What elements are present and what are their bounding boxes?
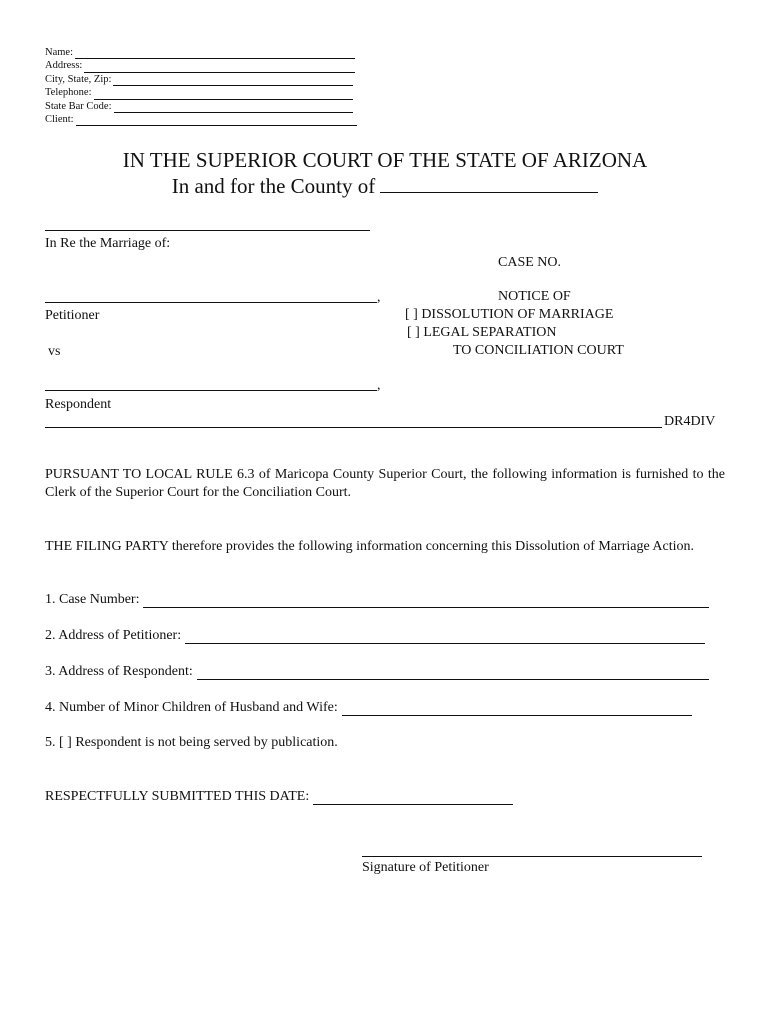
name-field[interactable] (75, 49, 355, 59)
caption-divider (45, 427, 662, 428)
county-label: In and for the County of (171, 174, 376, 198)
telephone-label: Telephone: (45, 87, 92, 99)
petitioner-address-label: 2. Address of Petitioner: (45, 628, 182, 643)
bar-code-field[interactable] (114, 103, 354, 113)
filing-party-paragraph: THE FILING PARTY therefore provides the following information concerning this Dissolution of Marriage Action. (45, 539, 695, 554)
court-title: IN THE SUPERIOR COURT OF THE STATE OF ARIZONA (122, 148, 648, 172)
petitioner-line[interactable] (45, 302, 377, 303)
county-title (0, 174, 770, 199)
county-field[interactable] (380, 174, 598, 193)
submitted-date-label: RESPECTFULLY SUBMITTED THIS DATE: (45, 789, 310, 804)
rule-paragraph: PURSUANT TO LOCAL RULE 6.3 of Maricopa County Superior Court, the following information is furnished to the Clerk of the Superior Court for the Conciliation Court. (45, 467, 725, 500)
petitioner-address-field[interactable] (185, 631, 705, 644)
city-field[interactable] (113, 76, 353, 86)
in-re-line[interactable] (45, 230, 370, 231)
form-code: DR4DIV (664, 414, 716, 429)
respondent-address-field[interactable] (197, 667, 709, 680)
client-field[interactable] (76, 116, 357, 126)
petitioner-label: Petitioner (45, 308, 100, 323)
case-no-label: CASE NO. (498, 255, 562, 270)
case-number-label: 1. Case Number: (45, 592, 140, 607)
petitioner-address-item (45, 628, 705, 644)
minor-children-item (45, 700, 692, 716)
name-label: Name: (45, 47, 73, 58)
submitted-date-item (45, 789, 513, 805)
bar-code-row (45, 100, 353, 113)
minor-children-label: 4. Number of Minor Children of Husband and Wife: (45, 700, 338, 715)
respondent-address-item (45, 664, 709, 680)
address-label: Address: (45, 60, 83, 72)
submitted-date-field[interactable] (313, 792, 513, 805)
conciliation-court-label: TO CONCILIATION COURT (453, 343, 624, 358)
vs-label: vs (48, 344, 61, 359)
respondent-comma: , (377, 378, 381, 393)
petitioner-comma: , (377, 290, 381, 305)
signature-label: Signature of Petitioner (362, 860, 489, 875)
city-row (45, 73, 353, 86)
city-label: City, State, Zip: (45, 73, 112, 85)
case-number-item (45, 592, 709, 608)
publication-checkbox-item[interactable]: 5. [ ] Respondent is not being served by publication. (45, 735, 338, 750)
signature-line[interactable] (362, 856, 702, 857)
telephone-row (45, 86, 353, 99)
name-row (45, 46, 355, 59)
respondent-address-label: 3. Address of Respondent: (45, 664, 193, 679)
dissolution-option[interactable]: [ ] DISSOLUTION OF MARRIAGE (405, 307, 614, 322)
notice-of-label: NOTICE OF (498, 289, 571, 304)
address-row (45, 59, 355, 72)
minor-children-field[interactable] (342, 703, 692, 716)
client-row (45, 113, 357, 126)
respondent-label: Respondent (45, 397, 112, 412)
bar-code-label: State Bar Code: (45, 100, 112, 112)
client-label: Client: (45, 114, 74, 126)
telephone-field[interactable] (94, 90, 354, 100)
respondent-line[interactable] (45, 390, 377, 391)
address-field[interactable] (84, 63, 355, 73)
legal-separation-option[interactable]: [ ] LEGAL SEPARATION (407, 325, 557, 340)
case-number-field[interactable] (143, 595, 709, 608)
in-re-label: In Re the Marriage of: (45, 236, 171, 251)
attorney-info-block (45, 46, 357, 126)
